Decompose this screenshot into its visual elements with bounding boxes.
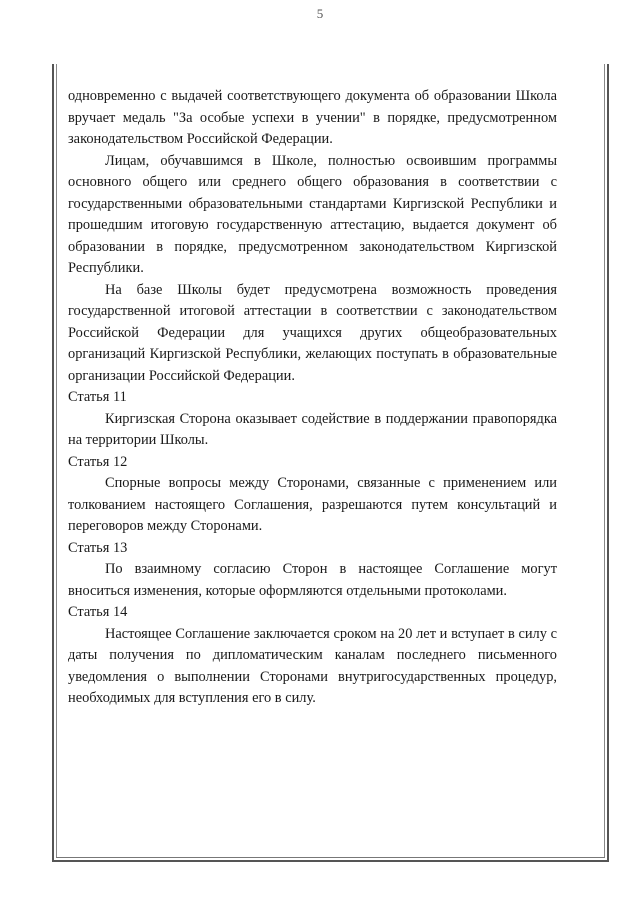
article-14-text: Настоящее Соглашение заключается сроком на 20 лет и вступает в силу с даты получения по дипломатическим каналам последнего письменного уведомления о выполнении Сторонами внутригосударственных процедур, необходимых для вступления его в силу. (68, 625, 557, 706)
article-14-heading: Статья 14 (68, 604, 128, 620)
paragraph-graduates: Лицам, обучавшимся в Школе, полностью освоившим программы основного общего или среднего общего образования в соответствии с государственными образовательными стандартами Киргизской Республики и прошедшим итоговую государственную аттестацию, выдается документ об образовании в порядке, предусмотренном законодательством Киргизской Республики. (68, 152, 557, 276)
paragraph-continuation: одновременно с выдачей соответствующего документа об образовании Школа вручает медаль "За особые успехи в учении" в порядке, предусмотренном законодательством Российской Федерации. (68, 88, 557, 147)
article-13-heading: Статья 13 (68, 539, 128, 556)
article-11-text: Киргизская Сторона оказывает содействие в поддержании правопорядка на территории Школы. (68, 410, 557, 448)
paragraph-attestation: На базе Школы будет предусмотрена возможность проведения государственной итоговой аттестации в соответствии с законодательством Российской Федерации для учащихся других общеобразовательных организаций Киргизской Республики, желающих поступать в образовательные организации Российской Федерации. (68, 281, 557, 384)
page-number: 5 (316, 6, 324, 21)
article-11-heading: Статья 11 (68, 389, 127, 405)
document-body (68, 86, 557, 710)
article-12-text: Спорные вопросы между Сторонами, связанные с применением или толкованием настоящего Соглашения, разрешаются путем консультаций и переговоров между Сторонами. (68, 475, 557, 534)
article-12-heading: Статья 12 (68, 453, 128, 470)
article-13-text: По взаимному согласию Сторон в настоящее Соглашение могут вноситься изменения, которые оформляются отдельными протоколами. (68, 561, 557, 599)
